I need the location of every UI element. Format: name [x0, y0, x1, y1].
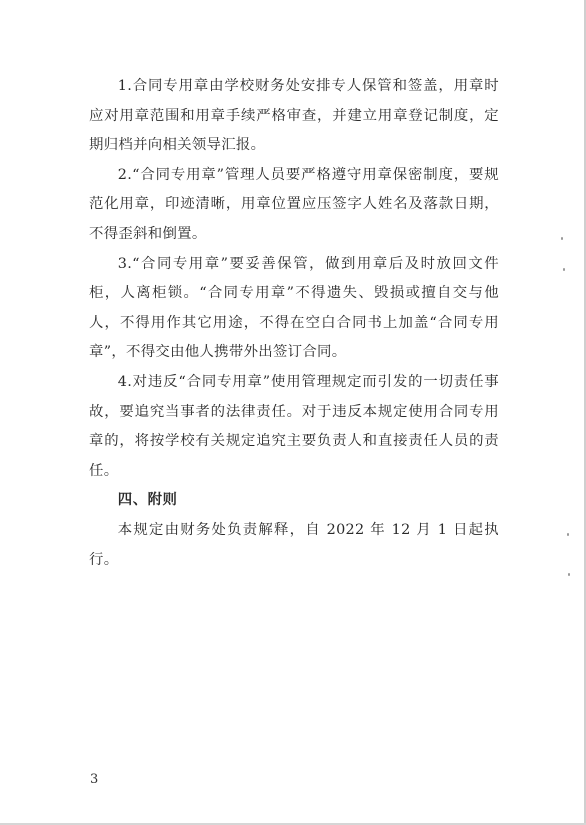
paragraph-3: 3.“合同专用章”要妥善保管，做到用章后及时放回文件柜，人离柜锁。“合同专用章”不得遗失、毁损或擅自交与他人，不得用作其它用途，不得在空白合同书上加盖“合同专用章”，不得交由他人携带外出签订合同。 — [89, 255, 499, 361]
page-number: 3 — [90, 772, 99, 787]
paragraph-2: 2.“合同专用章”管理人员要严格遵守用章保密制度，要规范化用章，印迹清晰，用章位置应压签字人姓名及落款日期，不得歪斜和倒置。 — [89, 166, 499, 242]
scan-speck — [563, 268, 565, 271]
paragraph-1: 1.合同专用章由学校财务处安排专人保管和签盖，用章时应对用章范围和用章手续严格审查，并建立用章登记制度，定期归档并向相关领导汇报。 — [89, 78, 499, 154]
closing-paragraph: 本规定由财务处负责解释，自 2022 年 12 月 1 日起执行。 — [89, 521, 499, 568]
scan-speck — [567, 533, 569, 536]
scan-speck — [568, 573, 570, 576]
scan-speck — [561, 237, 563, 240]
paragraph-4: 4.对违反“合同专用章”使用管理规定而引发的一切责任事故，要追究当事者的法律责任。对于违反本规定使用合同专用章的，将按学校有关规定追究主要负责人和直接责任人员的责任。 — [89, 373, 499, 479]
document-body — [89, 72, 499, 575]
section-heading: 四、附则 — [117, 492, 178, 509]
